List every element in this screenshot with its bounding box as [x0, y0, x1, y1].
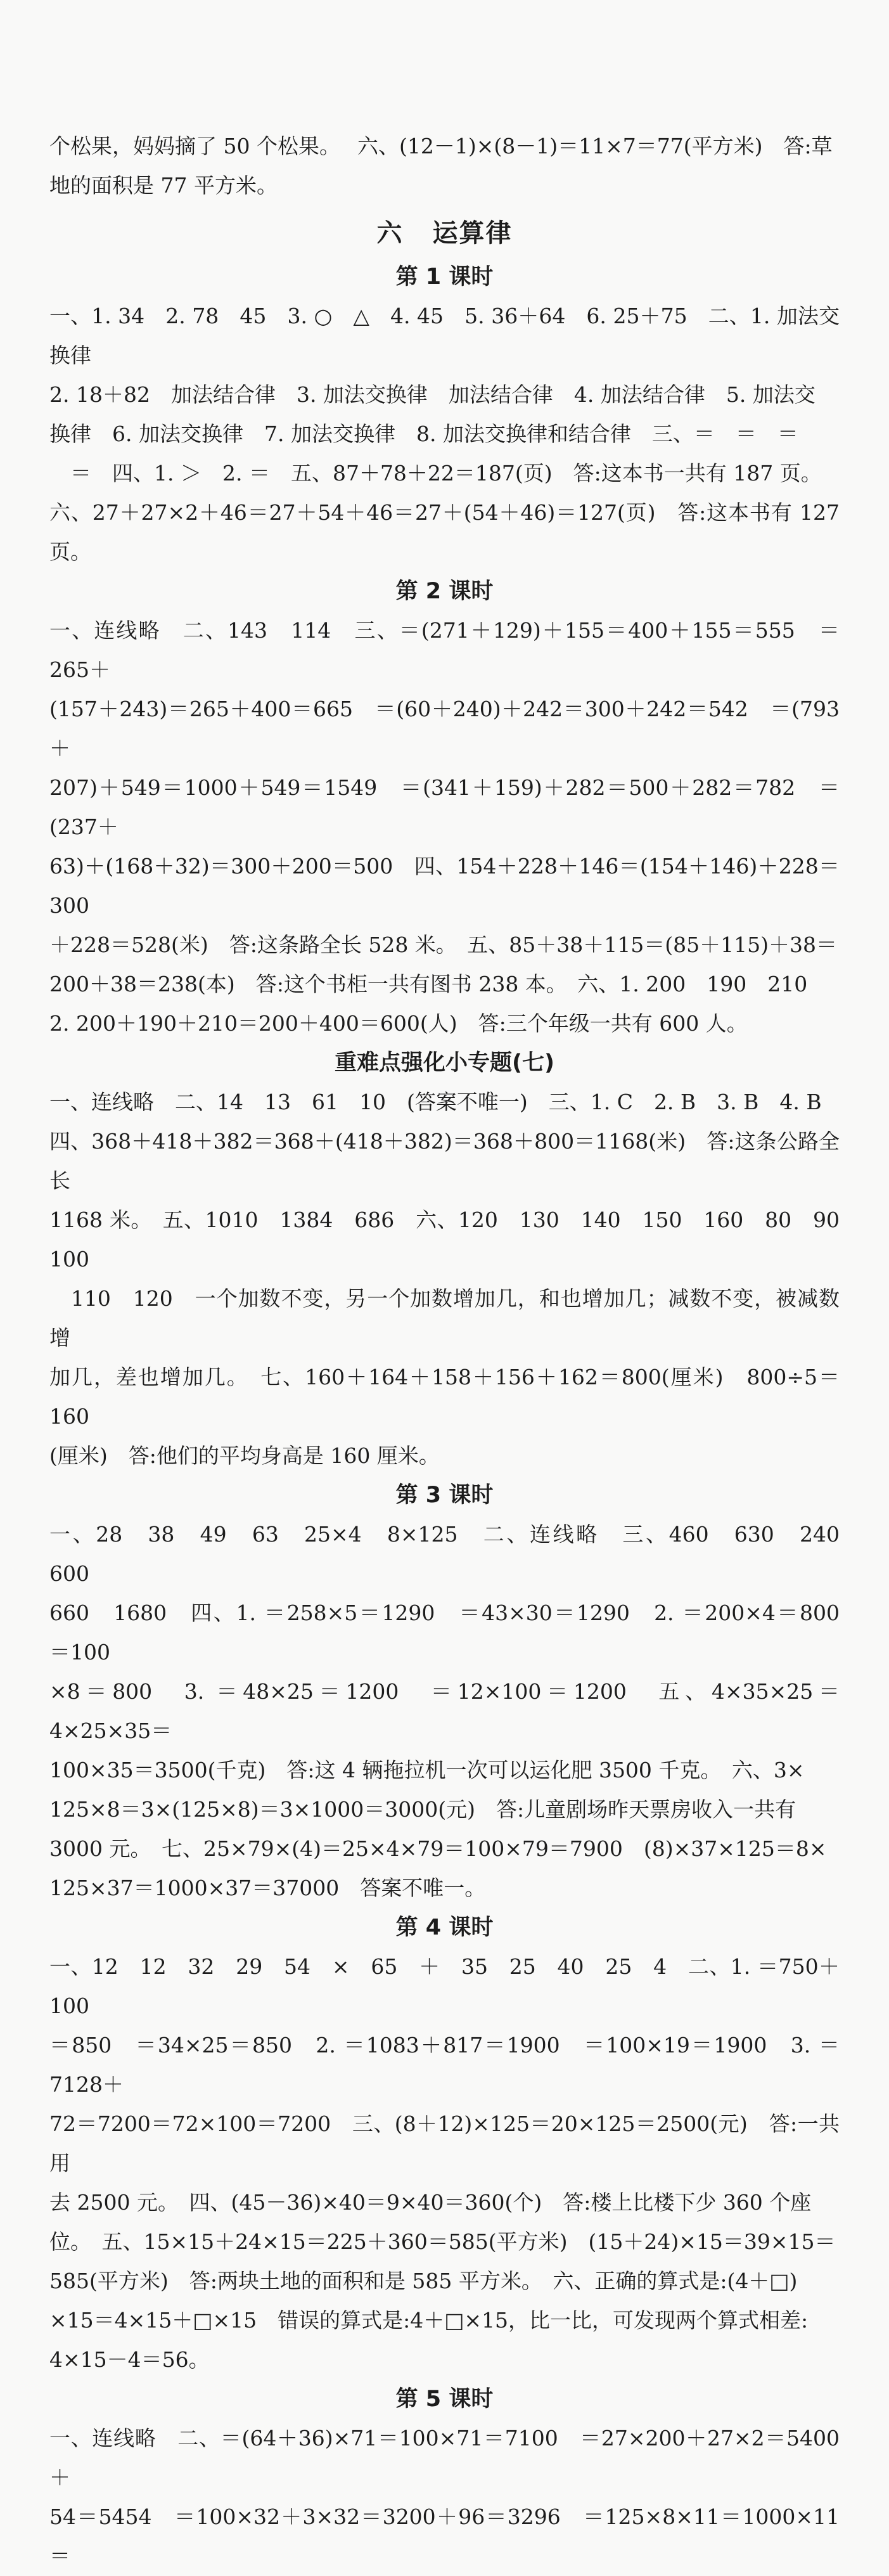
text-line: ＝850 ＝34×25＝850 2. ＝1083＋817＝1900 ＝100×19＝1900 3. ＝7128＋: [49, 2033, 840, 2097]
text-line: ＝ 四、1. ＞ 2. ＝ 五、87＋78＋22＝187(页) 答:这本书一共有 187 页。: [49, 461, 822, 486]
text-line: 207)＋549＝1000＋549＝1549 ＝(341＋159)＋282＝500＋282＝782 ＝(237＋: [49, 775, 840, 839]
text-line: 六、27＋27×2＋46＝27＋54＋46＝27＋(54＋46)＝127(页) 答:这本书有 127 页。: [49, 500, 847, 564]
text-line: 一、连线略 二、＝(64＋36)×71＝100×71＝7100 ＝27×200＋27×2＝5400＋: [49, 2426, 840, 2490]
text-line: 125×8＝3×(125×8)＝3×1000＝3000(元) 答:儿童剧场昨天票房收入一共有: [49, 1797, 796, 1822]
text-line: 一、12 12 32 29 54 × 65 ＋ 35 25 40 25 4 二、1. ＝750＋100: [49, 1954, 840, 2018]
text-line: 54＝5454 ＝100×32＋3×32＝3200＋96＝3296 ＝125×8×11＝1000×11＝: [49, 2504, 840, 2568]
text-line: 一、连线略 二、143 114 三、＝(271＋129)＋155＝400＋155＝555 ＝265＋: [49, 618, 840, 682]
text-line: 换律 6. 加法交换律 7. 加法交换律 8. 加法交换律和结合律 三、＝ ＝ ＝: [49, 422, 798, 446]
answer-section: [49, 1909, 840, 2380]
text-line: 加几，差也增加几。 七、160＋164＋158＋156＋162＝800(厘米) 800÷5＝160: [49, 1365, 840, 1429]
text-line: 4×15－4＝56。: [49, 2347, 210, 2372]
answer-section: [49, 1045, 860, 1476]
chapter-name: 运算律: [432, 219, 513, 248]
intro-block: [49, 127, 840, 205]
text-line: 一、28 38 49 63 25×4 8×125 二、连线略 三、460 630 240 600: [49, 1522, 860, 1586]
text-line: ×15＝4×15＋□×15 错误的算式是:4＋□×15，比一比，可发现两个算式相差:: [49, 2308, 809, 2333]
section-title: 重难点强化小专题(七): [335, 1050, 554, 1076]
text-line: 125×37＝1000×37＝37000 答案不唯一。: [49, 1876, 486, 1900]
text-line: ×8＝800 3. ＝48×25＝1200 ＝12×100＝1200 五、4×35×25＝4×25×35＝: [49, 1679, 840, 1743]
section-title: 第 4 课时: [395, 1915, 494, 1940]
text-line: 110 120 一个加数不变，另一个加数增加几，和也增加几；减数不变，被减数增: [49, 1286, 840, 1350]
section-title: 第 5 课时: [395, 2386, 494, 2412]
answer-section: [49, 573, 840, 1043]
text-line: 一、1. 34 2. 78 45 3. ○ △ 4. 45 5. 36＋64 6. 25＋75 二、1. 加法交换律: [49, 304, 840, 368]
text-line: 200＋38＝238(本) 答:这个书柜一共有图书 238 本。 六、1. 200 190 210: [49, 972, 808, 996]
text-line: 63)＋(168＋32)＝300＋200＝500 四、154＋228＋146＝(154＋146)＋228＝300: [49, 854, 840, 918]
text-line: 100×35＝3500(千克) 答:这 4 辆拖拉机一次可以运化肥 3500 千克。 六、3×: [49, 1758, 805, 1782]
text-line: 去 2500 元。 四、(45－36)×40＝9×40＝360(个) 答:楼上比楼下少 360 个座: [49, 2190, 812, 2215]
section-title: 第 1 课时: [395, 264, 494, 290]
text-line: ＋228＝528(米) 答:这条路全长 528 米。 五、85＋38＋115＝(85＋115)＋38＝: [49, 932, 837, 957]
text-line: 660 1680 四、1. ＝258×5＝1290 ＝43×30＝1290 2. ＝200×4＝800 ＝100: [49, 1600, 860, 1665]
text-line: 3000 元。 七、25×79×(4)＝25×4×79＝100×79＝7900 (8)×37×125＝8×: [49, 1836, 827, 1861]
answer-section: [49, 259, 847, 572]
text-line: (157＋243)＝265＋400＝665 ＝(60＋240)＋242＝300＋242＝542 ＝(793＋: [49, 697, 840, 761]
text-line: 72＝7200＝72×100＝7200 三、(8＋12)×125＝20×125＝2500(元) 答:一共用: [49, 2111, 840, 2175]
text-line: 个松果，妈妈摘了 50 个松果。 六、(12－1)×(8－1)＝11×7＝77(平方米) 答:草: [49, 134, 833, 158]
text-line: 585(平方米) 答:两块土地的面积和是 585 平方米。 六、正确的算式是:(4＋□): [49, 2269, 798, 2293]
answer-section: [49, 1477, 860, 1908]
text-line: 一、连线略 二、14 13 61 10 (答案不唯一) 三、1. C 2. B 3. B 4. B: [49, 1090, 822, 1114]
answer-section: [49, 2381, 840, 2576]
text-line: 1168 米。 五、1010 1384 686 六、120 130 140 150 160 80 90 100: [49, 1208, 860, 1272]
text-line: 地的面积是 77 平方米。: [49, 173, 278, 198]
section-title: 第 3 课时: [395, 1483, 494, 1508]
chapter-number: 六: [376, 219, 404, 248]
section-title: 第 2 课时: [395, 579, 494, 604]
sections-container: [49, 259, 860, 2576]
text-line: 2. 18＋82 加法结合律 3. 加法交换律 加法结合律 4. 加法结合律 5. 加法交: [49, 382, 815, 407]
chapter-title: [49, 209, 840, 257]
text-line: 2. 200＋190＋210＝200＋400＝600(人) 答:三个年级一共有 600 人。: [49, 1011, 748, 1036]
text-line: (厘米) 答:他们的平均身高是 160 厘米。: [49, 1443, 440, 1468]
text-line: 位。 五、15×15＋24×15＝225＋360＝585(平方米) (15＋24)×15＝39×15＝: [49, 2229, 836, 2254]
text-line: 四、368＋418＋382＝368＋(418＋382)＝368＋800＝1168(米) 答:这条公路全长: [49, 1129, 840, 1193]
